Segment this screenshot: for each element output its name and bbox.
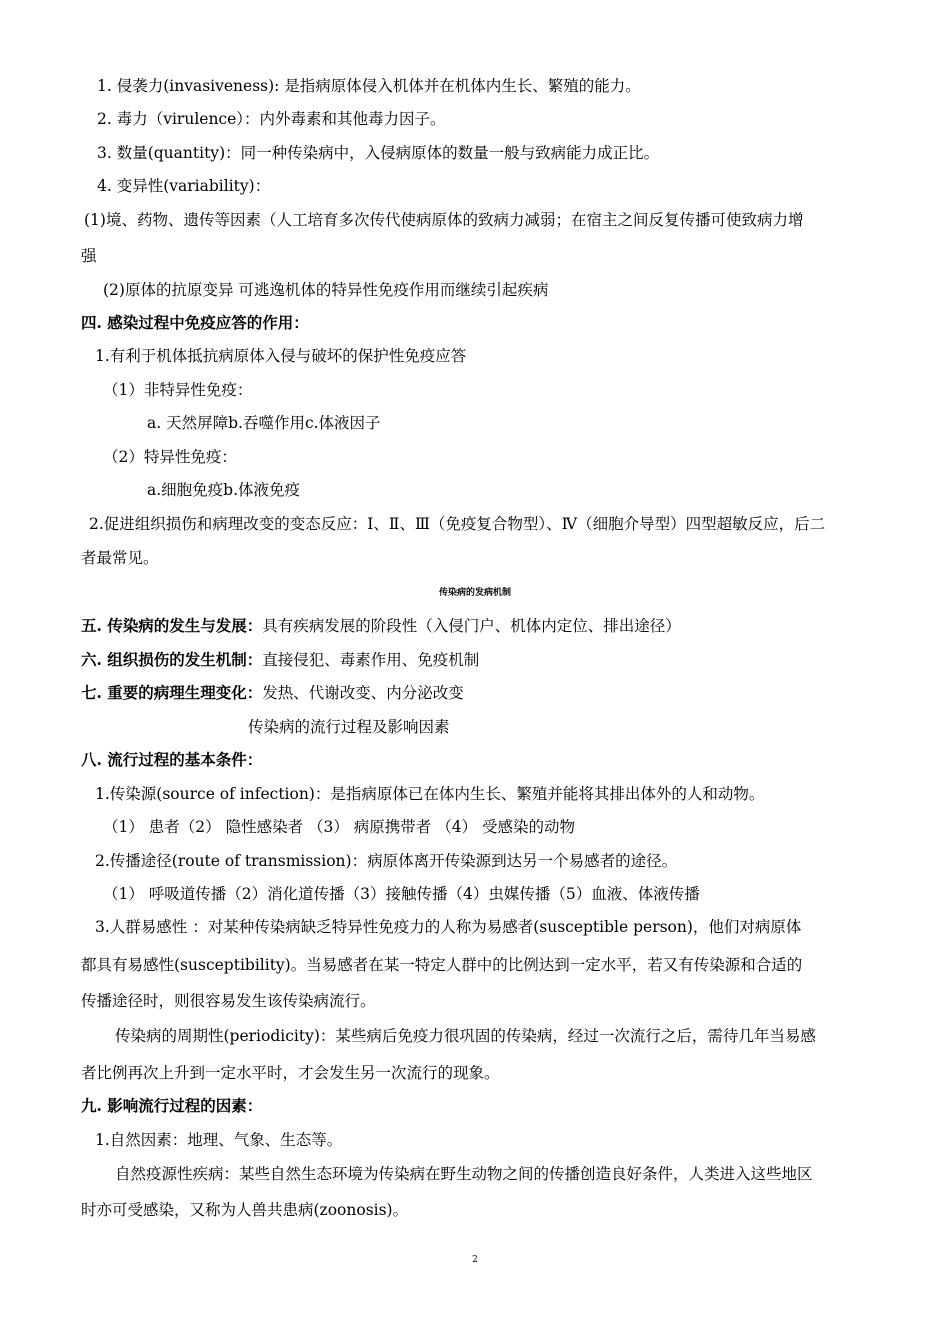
para-periodicity-cont: 者比例再次上升到一定水平时，才会发生另一次流行的现象。 [81,1064,500,1082]
para-route-list: （1） 呼吸道传播（2）消化道传播（3）接触传播（4）虫媒传播（5）血液、体液传播 [103,885,700,903]
heading-section-6 [81,650,479,670]
para-virulence: 2. 毒力（virulence）：内外毒素和其他毒力因子。 [97,110,446,128]
para-susceptibility-cont2: 传播途径时，则很容易发生该传染病流行。 [81,992,376,1010]
para-specific-immunity: （2）特异性免疫： [103,448,237,466]
heading-section-5 [81,616,681,636]
para-variability-1: (1)境、药物、遗传等因素（人工培育多次传代使病原体的致病力减弱；在宿主之间反复传播可使致病力增 [84,211,804,229]
heading-section-6-label: 六. 组织损伤的发生机制： [81,650,263,669]
heading-section-6-text: 直接侵犯、毒素作用、免疫机制 [262,651,480,669]
heading-section-9: 九. 影响流行过程的因素： [81,1096,263,1115]
heading-section-4: 四. 感染过程中免疫应答的作用： [81,313,309,332]
para-natural-focus-disease-cont: 时亦可受感染，又称为人兽共患病(zoonosis)。 [81,1201,409,1219]
para-specific-items: a.细胞免疫b.体液免疫 [147,481,301,499]
title-pathogenesis: 传染病的发病机制 [438,588,511,598]
para-susceptibility: 3.人群易感性 ：对某种传染病缺乏特异性免疫力的人称为易感者(susceptible person)，他们对病原体 [95,918,802,936]
heading-section-5-label: 五. 传染病的发生与发展： [81,616,263,635]
title-epidemic-process: 传染病的流行过程及影响因素 [248,718,450,736]
heading-section-7 [81,683,464,703]
heading-section-8: 八. 流行过程的基本条件： [81,750,263,769]
para-variability: 4. 变异性(variability)： [97,177,271,195]
para-periodicity: 传染病的周期性(periodicity)：某些病后免疫力很巩固的传染病，经过一次流行之后，需待几年当易感 [115,1027,816,1045]
heading-section-7-text: 发热、代谢改变、内分泌改变 [262,684,464,702]
para-allergic-reaction: 2.促进组织损伤和病理改变的变态反应：Ⅰ、Ⅱ、Ⅲ（免疫复合物型）、Ⅳ（细胞介导型）四型超敏反应，后二 [89,515,826,533]
para-source-of-infection: 1.传染源(source of infection)：是指病原体已在体内生长、繁殖并能将其排出体外的人和动物。 [95,785,765,803]
para-source-list: （1） 患者（2） 隐性感染者 （3） 病原携带者 （4） 受感染的动物 [103,818,576,836]
para-protective-response: 1.有利于机体抵抗病原体入侵与破坏的保护性免疫应答 [95,347,467,365]
heading-section-5-text: 具有疾病发展的阶段性（入侵门户、机体内定位、排出途径） [262,617,681,635]
para-natural-focus-disease: 自然疫源性疾病：某些自然生态环境为传染病在野生动物之间的传播创造良好条件，人类进入这些地区 [115,1165,813,1183]
para-invasiveness: 1. 侵袭力(invasiveness): 是指病原体侵入机体并在机体内生长、繁殖的能力。 [97,77,641,95]
para-nonspecific-immunity: （1）非特异性免疫： [103,381,253,399]
page-number: 2 [472,1255,478,1265]
para-allergic-reaction-cont: 者最常见。 [81,549,159,567]
para-susceptibility-cont1: 都具有易感性(susceptibility)。当易感者在某一特定人群中的比例达到一定水平，若又有传染源和合适的 [81,956,803,974]
para-nonspecific-items: a. 天然屏障b.吞噬作用c.体液因子 [147,414,381,432]
para-quantity: 3. 数量(quantity)：同一种传染病中，入侵病原体的数量一般与致病能力成正比。 [97,144,660,162]
para-route-of-transmission: 2.传播途径(route of transmission)：病原体离开传染源到达另一个易感者的途径。 [95,852,678,870]
para-variability-1-cont: 强 [81,247,97,265]
para-variability-2: (2)原体的抗原变异 可逃逸机体的特异性免疫作用而继续引起疾病 [103,281,549,299]
heading-section-7-label: 七. 重要的病理生理变化： [81,683,263,702]
para-natural-factors: 1.自然因素：地理、气象、生态等。 [95,1131,343,1149]
